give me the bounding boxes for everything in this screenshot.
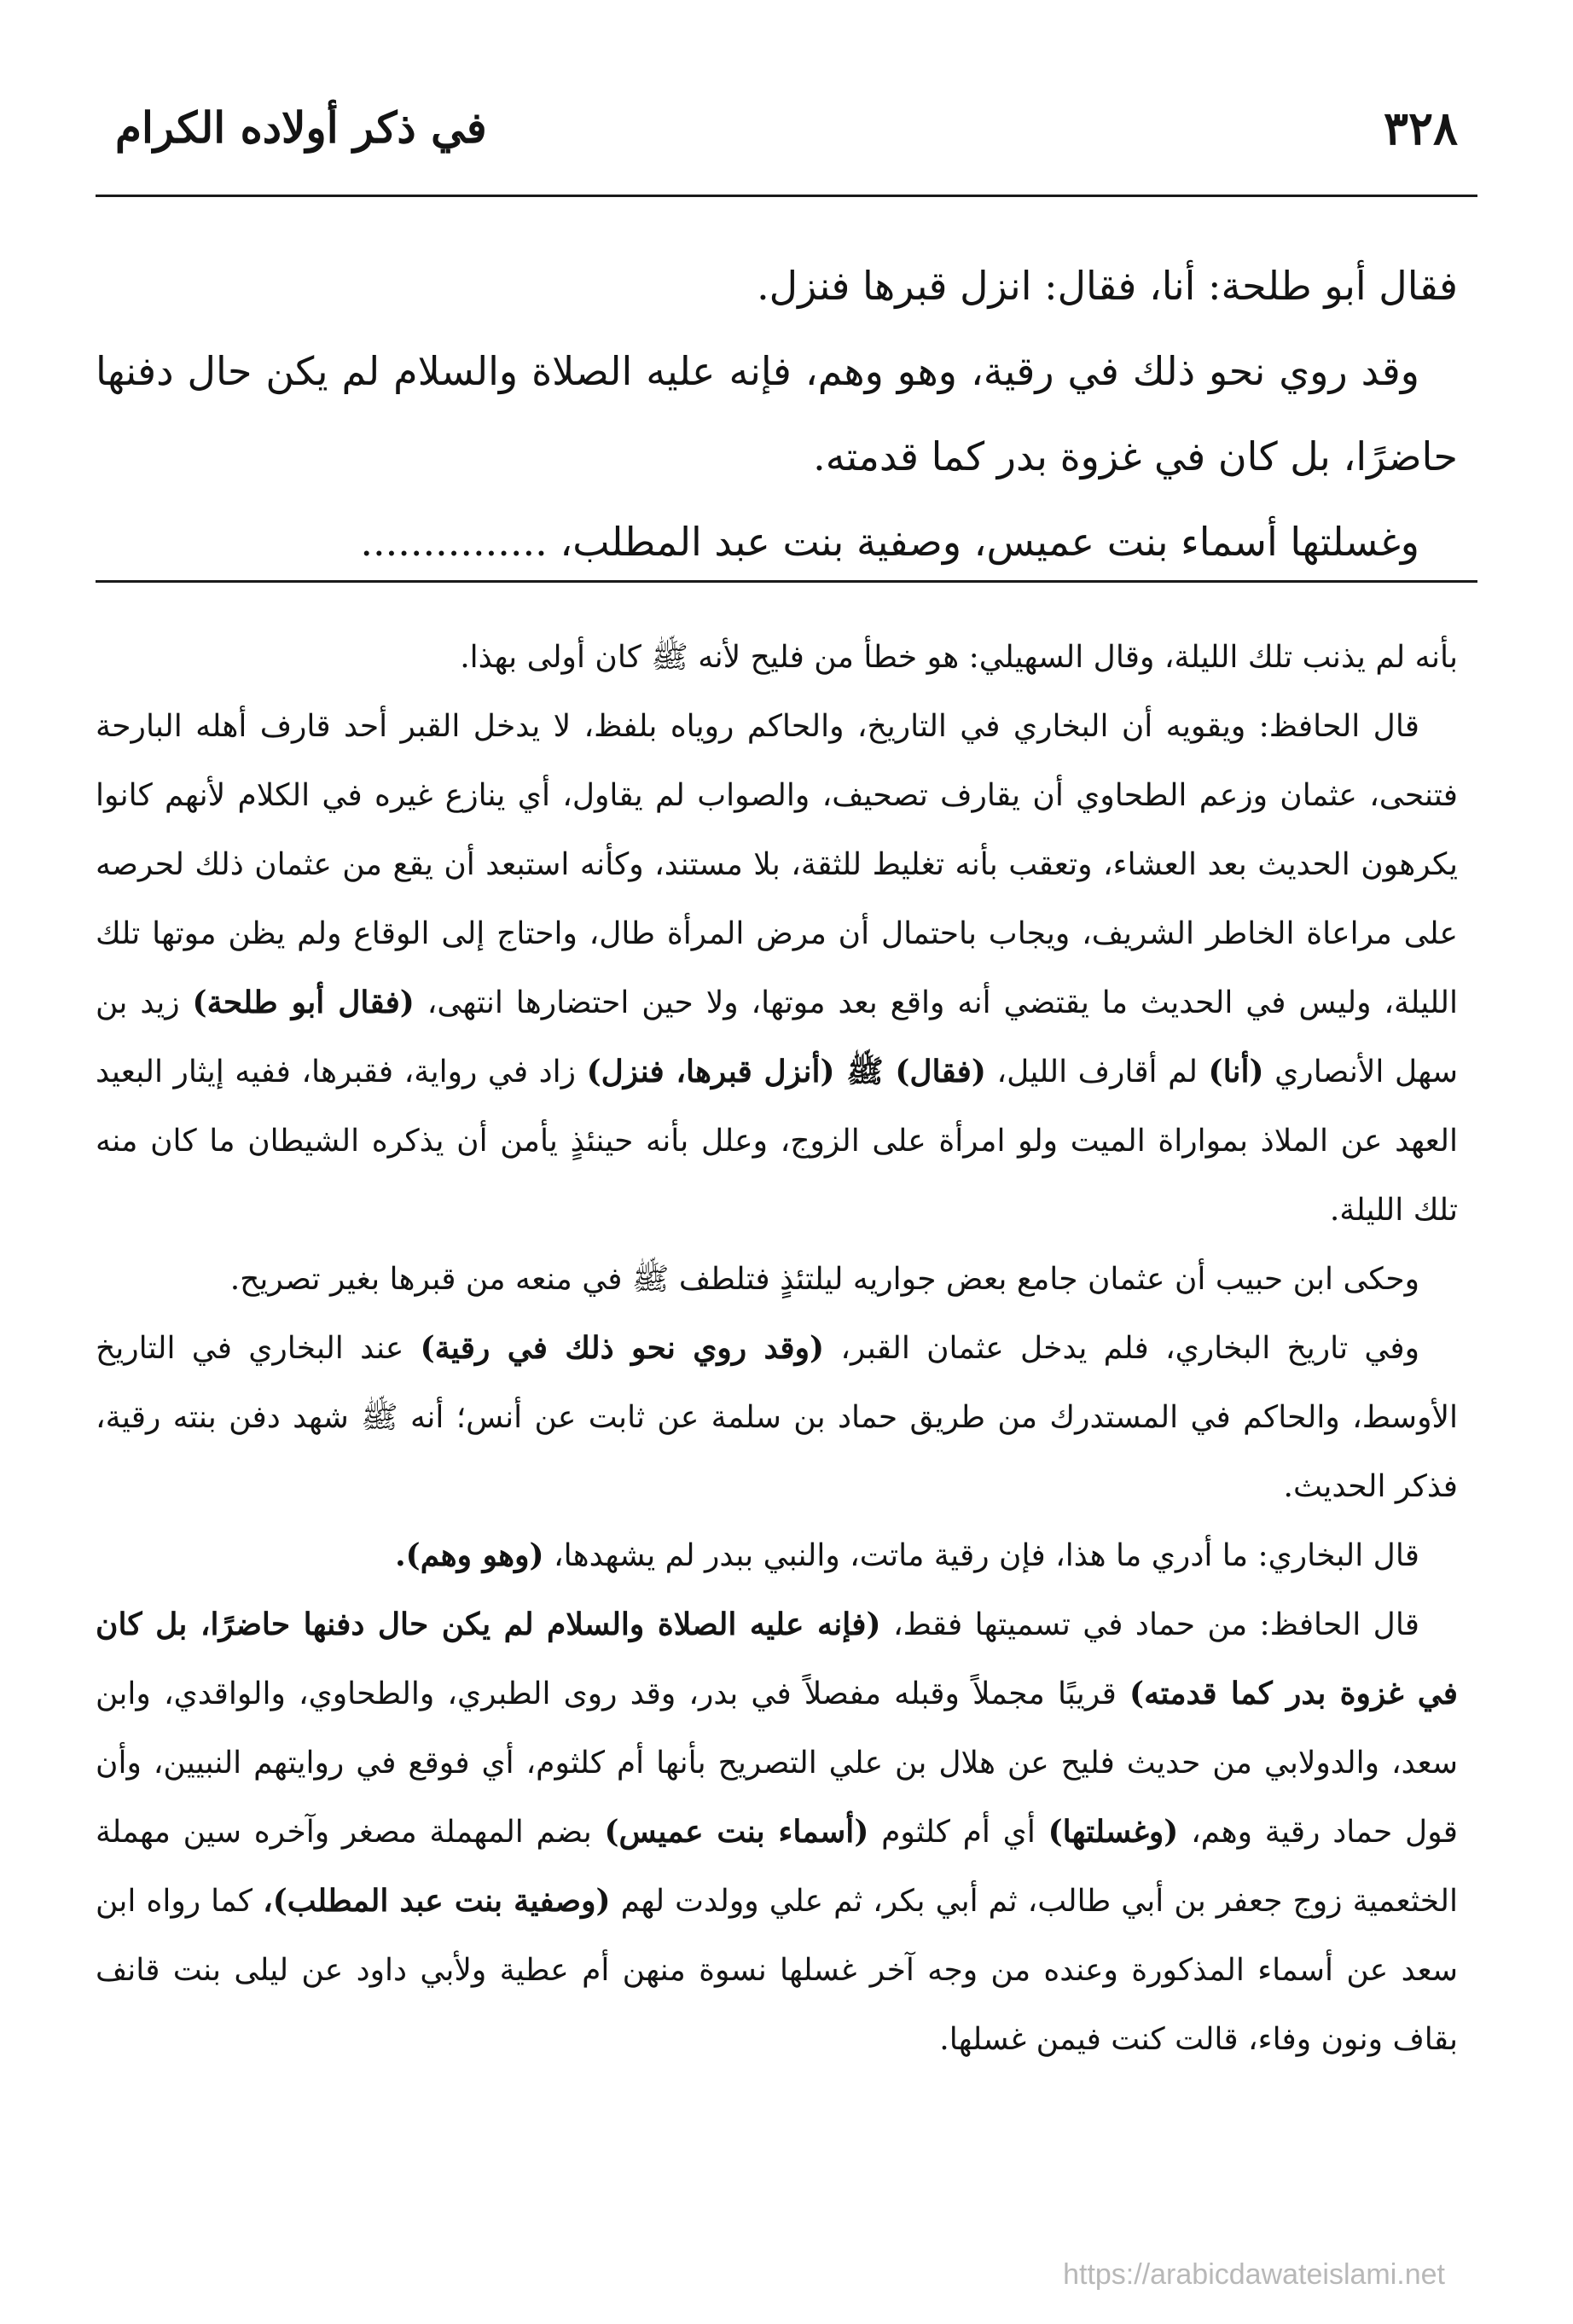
- commentary-paragraph-1: بأنه لم يذنب تلك الليلة، وقال السهيلي: هو خطأ من فليح لأنه ﷺ كان أولى بهذا.: [460, 640, 1458, 675]
- c6-text-4: كما رواه ابن سعد عن أسماء المذكورة وعنده من وجه آخر غسلها نسوة منهن أم عطية ولأبي داود عن ليلى بنت قانف بقاف ونون وفاء، قالت كنت فيمن غسلها.: [96, 1884, 1458, 2057]
- watermark-url: https://arabicdawateislami.net: [1063, 2258, 1445, 2291]
- c6-text-1: قريبًا مجملاً وقبله مفصلاً في بدر، وقد روى الطبري، والطحاوي، والواقدي، وابن سعد، والدولابي من حديث فليح عن هلال بن علي التصريح بأنها أم كلثوم، أي فوقع في روايتهم النبيين، وأن قول حماد رقية وهم،: [96, 1676, 1459, 1850]
- c2-quote-1: (فقال أبو طلحة): [192, 985, 415, 1020]
- c5-text-0: قال البخاري: ما أدري ما هذا، فإن رقية ماتت، والنبي ببدر لم يشهدها،: [543, 1538, 1419, 1573]
- main-paragraph-3: [96, 499, 1458, 584]
- c2-quote-3: (فقال) ﷺ (أنزل قبرها، فنزل): [586, 1054, 986, 1089]
- main-paragraph-3-text: وغسلتها أسماء بنت عميس، وصفية بنت عبد المطلب،: [560, 519, 1419, 565]
- c6-quote-2: (وغسلتها): [1048, 1814, 1179, 1850]
- c4-text-1: عند البخاري في التاريخ الأوسط، والحاكم في المستدرك من طريق حماد بن سلمة عن ثابت عن أنس؛ أنه ﷺ شهد دفن بنته رقية، فذكر الحديث.: [96, 1331, 1458, 1504]
- commentary-paragraph-2: [96, 692, 1458, 1245]
- c6-text-3: بضم المهملة مصغر وآخره سين مهملة الخثعمية زوج جعفر بن أبي طالب، ثم أبي بكر، ثم علي وولدت لهم: [96, 1815, 1458, 1919]
- commentary-text: [96, 623, 1458, 2074]
- c6-quote-4: (وصفية بنت عبد المطلب)،: [263, 1883, 611, 1919]
- c6-text-2: أي أم كلثوم: [868, 1815, 1048, 1850]
- header-rule: [96, 195, 1477, 197]
- commentary-paragraph-5: [96, 1521, 1458, 1590]
- c6-quote-3: (أسماء بنت عميس): [604, 1814, 869, 1850]
- commentary-separator: [96, 580, 1477, 583]
- c2-quote-2: (أنا): [1208, 1054, 1264, 1089]
- c6-quote-1: (فإنه عليه الصلاة والسلام لم يكن حال دفنها حاضرًا، بل كان في غزوة بدر كما قدمته): [96, 1606, 1458, 1711]
- commentary-paragraph-3: وحكى ابن حبيب أن عثمان جامع بعض جواريه ليلتئذٍ فتلطف ﷺ في منعه من قبرها بغير تصريح.: [229, 1262, 1419, 1297]
- c2-text-2: لم أقارف الليل،: [985, 1055, 1209, 1089]
- c4-text-0: وفي تاريخ البخاري، فلم يدخل عثمان القبر،: [824, 1331, 1419, 1366]
- page-header: [115, 101, 1458, 169]
- running-title: في ذكر أولاده الكرام: [115, 102, 487, 153]
- c2-text: قال الحافظ: ويقويه أن البخاري في التاريخ، والحاكم روياه بلفظ، لا يدخل القبر أحد قارف أهله البارحة فتنحى، عثمان وزعم الطحاوي أن يقارف تصحيف، والصواب لم يقاول، أي ينازع غيره في الكلام لأنهم كانوا يكرهون الحديث بعد العشاء، وتعقب بأنه تغليط للثقة، بلا مستند، وكأنه استبعد أن يقع من عثمان ذلك لحرصه على مراعاة الخاطر الشريف، ويجاب باحتمال أن مرض المرأة طال، واحتاج إلى الوقاع ولم يظن موتها تلك الليلة، وليس في الحديث ما يقتضي أنه واقع بعد موتها، ولا حين احتضارها انتهى،: [96, 709, 1458, 1020]
- page-number: ٣٢٨: [1383, 101, 1458, 155]
- main-text: [96, 243, 1458, 584]
- c2-text-3: زاد في رواية، فقبرها، ففيه إيثار البعيد العهد عن الملاذ بمواراة الميت ولو امرأة على الزوج، وعلل بأنه حينئذٍ يأمن أن يذكره الشيطان ما كان منه تلك الليلة.: [96, 1055, 1458, 1228]
- c6-text-0: قال الحافظ: من حماد في تسميتها فقط،: [880, 1607, 1420, 1642]
- main-paragraph-1: فقال أبو طلحة: أنا، فقال: انزل قبرها فنزل.: [757, 263, 1458, 309]
- commentary-paragraph-4: [96, 1314, 1458, 1521]
- commentary-paragraph-6: [96, 1590, 1458, 2074]
- main-paragraph-2: وقد روي نحو ذلك في رقية، وهو وهم، فإنه عليه الصلاة والسلام لم يكن حال دفنها حاضرًا، بل كان في غزوة بدر كما قدمته.: [96, 348, 1458, 479]
- ellipsis-dots: ...............: [360, 519, 548, 565]
- c2-text-1: زيد بن سهل الأنصاري: [96, 985, 1458, 1089]
- c4-quote-1: (وقد روي نحو ذلك في رقية): [420, 1330, 825, 1366]
- c5-quote-1: (وهو وهم).: [395, 1537, 544, 1573]
